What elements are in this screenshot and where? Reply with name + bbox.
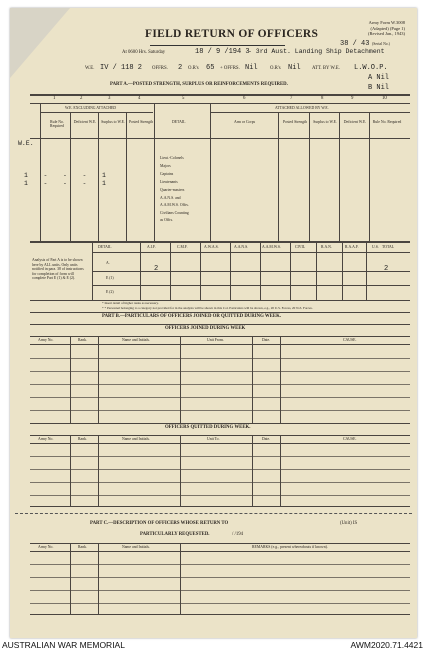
analysis-header-ran: R.A.N. xyxy=(321,245,332,249)
rank-aamws: A.A.M.W.S. Offrs. xyxy=(160,203,189,207)
joined-title: OFFICERS JOINED DURING WEEK xyxy=(165,326,246,331)
nil-ors: Nil xyxy=(288,64,301,72)
analysis-header-raaf: R.A.A.F. xyxy=(345,245,359,249)
rule xyxy=(170,241,171,300)
attached-allowed-header: ATTACHED ALLOWED BY W.E. xyxy=(275,106,329,110)
col-number-2: 2 xyxy=(80,96,83,101)
date-typed: 18 / 9 /194 3 xyxy=(195,48,250,56)
rule xyxy=(339,112,340,241)
rule xyxy=(30,300,410,301)
rule xyxy=(70,336,71,423)
analysis-header-detail: DETAIL xyxy=(98,245,112,249)
serial-label: (Serial No.) xyxy=(372,42,390,46)
joined-col-name: Name and Initials. xyxy=(122,338,150,342)
plus-ors-label: O.R's xyxy=(270,66,281,71)
rule xyxy=(30,423,410,424)
sub-header-deficient-2: Deficient W.E. xyxy=(343,120,367,124)
rule xyxy=(30,324,410,325)
offrs-label: OFFRS. xyxy=(152,66,168,71)
rule xyxy=(210,112,410,113)
rule xyxy=(280,336,281,423)
sub-header-posted-2: Posted Strength xyxy=(283,120,307,124)
sub-header-rule-no: Rule No. Required xyxy=(50,120,64,128)
part-c-title-suffix: (Unit) IS xyxy=(340,521,358,526)
rule xyxy=(30,495,410,496)
rule xyxy=(200,241,201,300)
folded-corner xyxy=(10,8,70,78)
joined-col-date: Date. xyxy=(262,338,271,342)
rule xyxy=(154,103,155,241)
joined-col-rank: Rank. xyxy=(78,338,87,342)
analysis-note: Analysis of Part A is to be shown here by ALL units. Only units notified in para. 38 of instructions for completion of form will complete Part E (1) & E (2). xyxy=(32,258,84,281)
part-c-col-remarks: REMARKS (e.g., present whereabouts if known). xyxy=(252,545,328,549)
footer-accession: AWM2020.71.4421 xyxy=(350,640,423,650)
sub-header-surplus-2: Surplus to W.E. xyxy=(313,120,337,124)
rule xyxy=(126,112,127,241)
analysis-header-total: TOTAL xyxy=(382,245,395,249)
rule xyxy=(280,435,281,506)
analysis-row-a: A. xyxy=(106,261,110,265)
plus-offrs-label: + OFFRS. xyxy=(220,66,240,71)
quitted-col-cause: CAUSE. xyxy=(343,437,357,441)
analysis-header-awas: A.W.A.S. xyxy=(204,245,219,249)
rank-lieut-colonels: Lieut.-Colonels xyxy=(160,156,184,160)
rule xyxy=(342,241,343,300)
sub-header-arm: Arm or Corps xyxy=(234,120,256,124)
rule xyxy=(316,241,317,300)
rule xyxy=(309,112,310,241)
rank-majors: Majors xyxy=(160,164,171,168)
rule xyxy=(252,435,253,506)
col-number-8: 8 xyxy=(321,96,324,101)
rule xyxy=(30,577,410,578)
rule xyxy=(278,112,279,241)
att-typed: L.W.O.P. xyxy=(354,64,388,72)
rank-quartermasters: Quarter-masters xyxy=(160,188,185,192)
rule xyxy=(30,443,410,444)
part-c-col-army-no: Army No. xyxy=(38,545,54,549)
army-form-block xyxy=(368,20,405,37)
rule xyxy=(30,358,410,359)
typed-row-lieutenants: 1 - - - 1 xyxy=(24,180,106,187)
quitted-col-army-no: Army No. xyxy=(38,437,54,441)
rule xyxy=(70,543,71,614)
army-form-number: Army Form W.3008 xyxy=(368,20,405,25)
sub-header-detail: DETAIL xyxy=(172,120,186,124)
we-mark: W.E. xyxy=(18,140,34,147)
army-form-revised: (Revised Jan., 1943) xyxy=(368,31,405,36)
col-number-4: 4 xyxy=(138,96,141,101)
rank-civilians-2: as Offrs. xyxy=(160,218,174,222)
part-c-title: PART C.—DESCRIPTION OF OFFICERS WHOSE RETURN TO xyxy=(90,521,229,526)
footer-institution: AUSTRALIAN WAR MEMORIAL xyxy=(2,640,125,650)
analysis-header-us: U.S. xyxy=(372,245,379,249)
quitted-col-rank: Rank. xyxy=(78,437,87,441)
cut-line xyxy=(15,513,412,514)
quitted-title: OFFICERS QUITTED DURING WEEK. xyxy=(165,425,251,430)
serial-typed: 38 / 43 xyxy=(340,40,370,48)
rule xyxy=(140,241,141,300)
rule xyxy=(30,336,410,337)
rank-lieutenants: Lieutenants xyxy=(160,180,178,184)
rule xyxy=(30,312,410,313)
analysis-header-aif: A.I.F. xyxy=(147,245,156,249)
form-sheet xyxy=(10,8,417,638)
col-number-3: 3 xyxy=(108,96,111,101)
sub-header-rule-no-2: Rule No. Required xyxy=(372,120,402,124)
col-number-1: 1 xyxy=(53,96,56,101)
nil-offrs: Nil xyxy=(245,64,258,72)
at-line-label: At 0600 Hrs. Saturday xyxy=(122,50,166,55)
rule xyxy=(30,371,410,372)
rule xyxy=(180,435,181,506)
rule xyxy=(30,482,410,483)
analysis-header-aans: A.A.N.S. xyxy=(234,245,249,249)
rule xyxy=(369,112,370,241)
col-number-5: 5 xyxy=(182,96,185,101)
quitted-col-date: Date. xyxy=(262,437,271,441)
rule xyxy=(98,336,99,423)
rule xyxy=(180,543,181,614)
part-a-title: PART A.—POSTED STRENGTH, SURPLUS OR REINFORCEMENTS REQUIRED. xyxy=(110,82,288,87)
quitted-col-unit-to: Unit To. xyxy=(207,437,220,441)
rule xyxy=(30,344,410,345)
col-number-6: 6 xyxy=(243,96,246,101)
rule xyxy=(30,506,410,507)
a-line: A Nil xyxy=(368,74,390,82)
rank-civilians: Civilians Counting xyxy=(160,211,189,215)
b-line: B Nil xyxy=(368,84,390,92)
footnote-1: * Insert detail of higher ranks as necessary. xyxy=(102,301,159,305)
rule xyxy=(252,336,253,423)
rule xyxy=(290,241,291,300)
analysis-header-civil: CIVIL xyxy=(295,245,306,249)
rule xyxy=(30,397,410,398)
rule xyxy=(366,241,367,300)
typed-row-captains: 1 - - - 1 xyxy=(24,172,106,179)
ors-typed: 65 xyxy=(206,64,215,72)
joined-col-cause: CAUSE. xyxy=(343,338,357,342)
rule xyxy=(30,614,410,615)
we-label: W.E. xyxy=(85,66,95,71)
rule xyxy=(30,384,410,385)
rule xyxy=(180,336,181,423)
att-label: ATT. BY W.E. xyxy=(312,66,340,71)
analysis-header-aamws: A.A.M.W.S. xyxy=(262,245,281,249)
analysis-row-e1: E (1) xyxy=(106,276,114,280)
part-c-col-name: Name and Initials. xyxy=(122,545,150,549)
we-typed: IV / 118 2 xyxy=(100,64,143,72)
sub-header-deficient: Deficient W.E. xyxy=(73,120,97,124)
joined-col-army-no: Army No. xyxy=(38,338,54,342)
offrs-typed: 2 xyxy=(178,64,183,72)
col-number-9: 9 xyxy=(351,96,354,101)
rule xyxy=(30,590,410,591)
rule xyxy=(70,435,71,506)
unit-typed: - 3rd Aust. Landing Ship Detachment xyxy=(248,48,385,55)
title-underline xyxy=(150,45,285,46)
col-number-10: 10 xyxy=(382,96,387,101)
army-form-adapted: (Adapted) (Page 1) xyxy=(370,25,405,31)
form-title: FIELD RETURN OF OFFICERS xyxy=(145,28,319,40)
rule xyxy=(40,112,153,113)
analysis-header-cmf: C.M.F. xyxy=(177,245,188,249)
rank-captains: Captains xyxy=(160,172,174,176)
rank-aans: A.A.N.S. and xyxy=(160,196,181,200)
quitted-col-name: Name and Initials. xyxy=(122,437,150,441)
rule xyxy=(30,603,410,604)
rule xyxy=(30,138,410,139)
col-number-7: 7 xyxy=(290,96,293,101)
analysis-total-value: 2 xyxy=(384,265,389,273)
analysis-row-e2: E (2) xyxy=(106,290,114,294)
rule xyxy=(30,435,410,436)
rule xyxy=(260,241,261,300)
part-c-line2: PARTICULARLY REQUESTED. xyxy=(140,532,210,537)
rule xyxy=(30,410,410,411)
footnote-2: * * Personnel belonging to a category not provided for in the analysis will be shown in this Col. Particulars will be shown, e.g., 20 U.S. Forces, 20 N.Z. Forces. xyxy=(102,306,313,310)
rule xyxy=(230,241,231,300)
sub-header-surplus: Surplus to W.E. xyxy=(101,120,125,124)
part-b-title: PART B.—PARTICULARS OF OFFICERS JOINED OR QUITTED DURING WEEK. xyxy=(102,314,282,319)
rule xyxy=(30,543,410,544)
sub-header-posted: Posted Strength xyxy=(129,120,153,124)
rule xyxy=(98,435,99,506)
part-c-col-rank: Rank. xyxy=(78,545,87,549)
we-excluding-header: W.E. EXCLUDING ATTACHED xyxy=(65,106,117,110)
ors-label: O.R's xyxy=(188,66,199,71)
rule xyxy=(30,103,410,104)
rule xyxy=(30,456,410,457)
analysis-aif-value: 2 xyxy=(154,265,159,273)
rule xyxy=(210,103,211,241)
rule xyxy=(30,564,410,565)
joined-col-unit-from: Unit From. xyxy=(207,338,224,342)
part-c-date: / /194 xyxy=(232,532,244,537)
rule xyxy=(92,241,93,300)
rule xyxy=(30,551,410,552)
rule xyxy=(30,469,410,470)
rule xyxy=(30,241,410,243)
rule xyxy=(98,543,99,614)
